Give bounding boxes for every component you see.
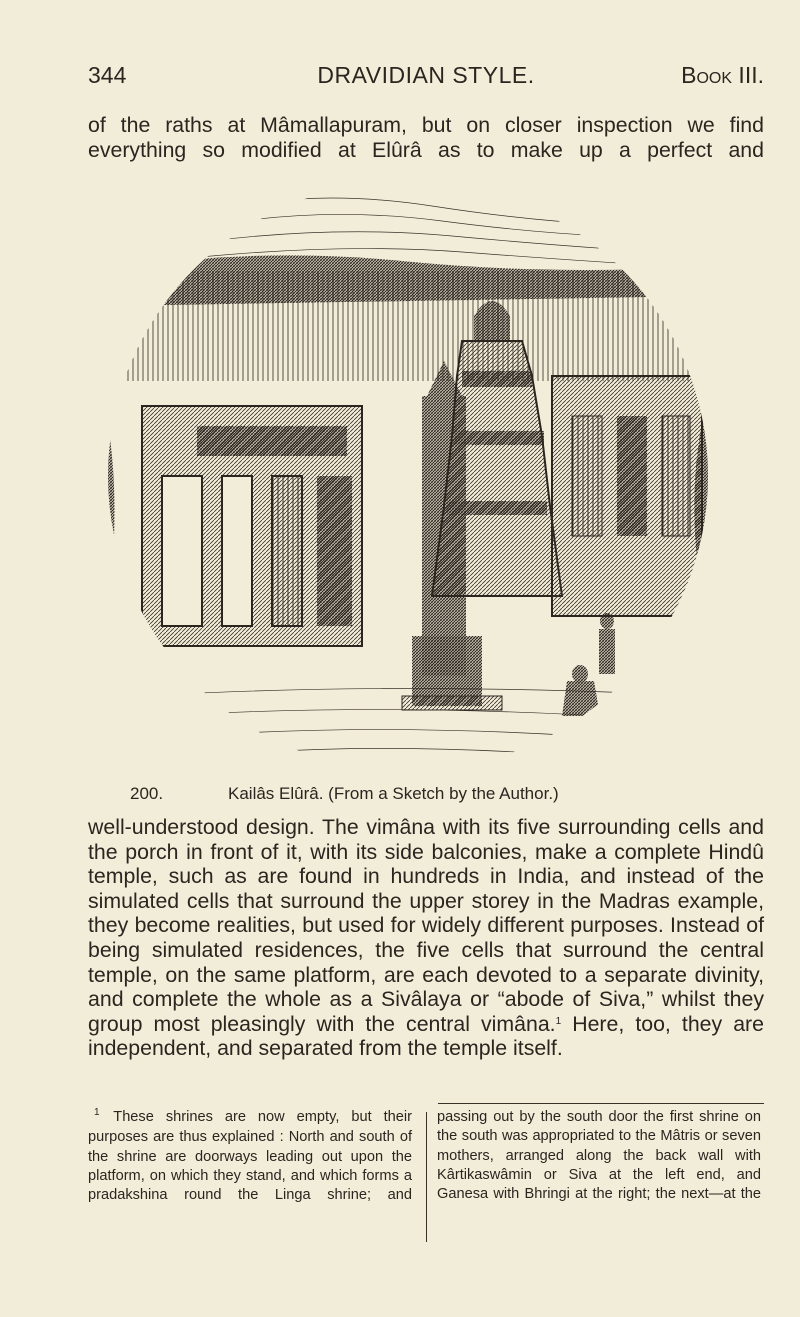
paragraph-main-continuation: Here, too, they are independent, and separated from the temple itself. bbox=[88, 1011, 764, 1061]
page-header bbox=[88, 62, 764, 92]
running-title: DRAVIDIAN STYLE. bbox=[317, 62, 535, 88]
engraving-scene bbox=[102, 176, 714, 776]
figure-caption-text: Kailâs Elûrâ. (From a Sketch by the Author.) bbox=[228, 784, 559, 803]
left-cloister bbox=[142, 406, 362, 646]
engraving-illustration bbox=[102, 176, 714, 776]
page-number: 344 bbox=[88, 62, 127, 88]
footnote-left-column bbox=[88, 1108, 412, 1205]
footnote-rule bbox=[438, 1103, 764, 1104]
footnote-column-divider bbox=[426, 1112, 427, 1242]
footnote-right-column: passing out by the south door the first shrine on the south was appropriated to the Mâtris or seven mothers, arranged along the back wall with Kârtikaswâmin or Siva at the left end, and Ganesa with Bhringi at the right; the next—at the bbox=[437, 1109, 761, 1203]
footnote-left-text: These shrines are now empty, but their purposes are thus explained : North and south of the shrine are doorways leading out upon the platform, on which they stand, and which forms a pradakshina round the Linga shrine; and bbox=[88, 1109, 412, 1204]
right-cloister bbox=[552, 376, 702, 616]
book-label: Book III. bbox=[681, 62, 764, 88]
temple-engraving bbox=[102, 176, 714, 776]
paragraph-main bbox=[88, 815, 764, 1061]
footnote-reference[interactable]: 1 bbox=[555, 1015, 562, 1027]
figure-caption bbox=[130, 784, 559, 804]
footnote-mark: 1 bbox=[94, 1107, 100, 1118]
figure-number: 200. bbox=[130, 784, 164, 803]
paragraph-top: of the raths at Mâmallapuram, but on closer inspection we find everything so modified at Elûrâ as to make up a perfect and bbox=[88, 113, 764, 162]
paragraph-main-text: well-understood design. The vimâna with its five surrounding cells and the porch in front of it, with its side balconies, make a complete Hindû temple, such as are found in hundreds in India, and instead of the simulated cells that surround the upper storey in the Madras example, they become realities, but used for widely different purposes. Instead of being simulated residences, the five cells that surround the central temple, on the same platform, are each devoted to a separate divinity, and complete the whole as a Sivâlaya or “abode of Siva,” whilst they group most pleasingly with the central vimâna. bbox=[88, 815, 764, 1036]
